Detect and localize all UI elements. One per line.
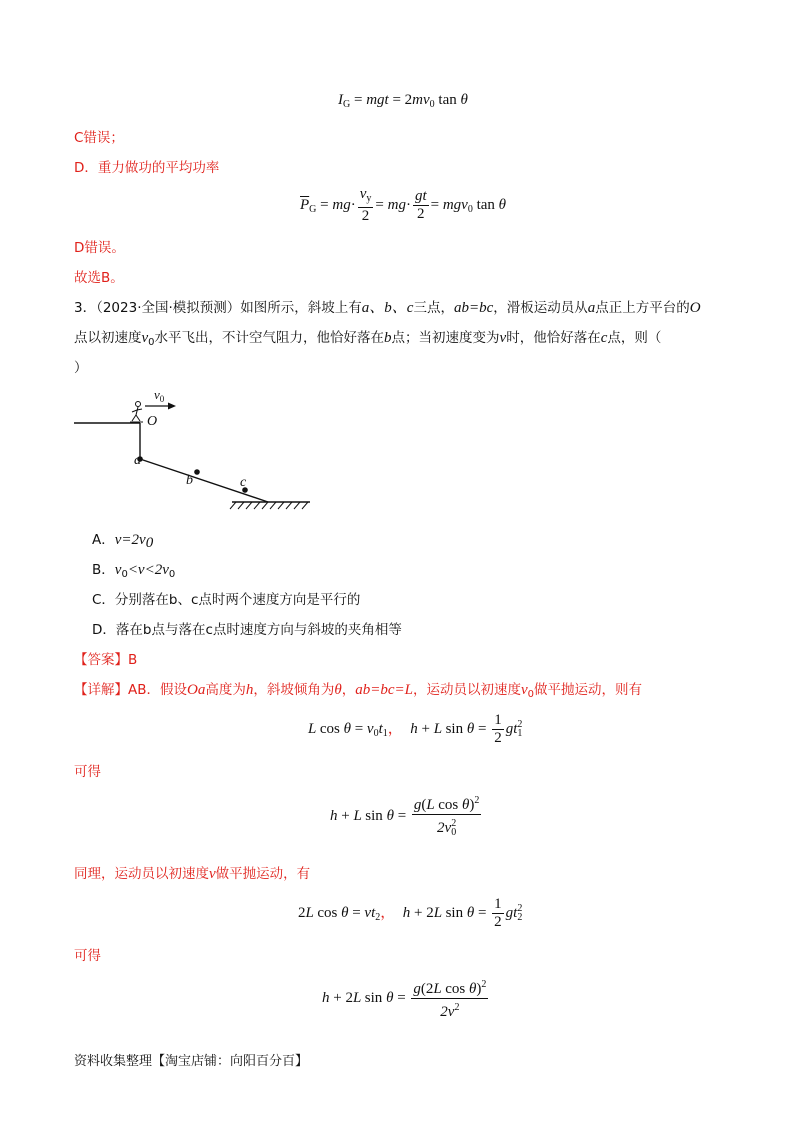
- equation-result-1: h + L sin θ = $\frac{g(L \cos \theta)^2}{2v_0^2}$: [330, 792, 483, 841]
- ground-hatching: [230, 502, 308, 509]
- equation-result-2: h + 2L sin θ = $\frac{g(2L \cos \theta)^2}{2v^2}$: [322, 976, 490, 1021]
- question-3-line-1: 3．（2023·全国·模拟预测）如图所示，斜坡上有a、b、c三点，ab=bc，滑板运动员从a点正上方平台的O: [74, 300, 701, 316]
- point-O-label: O: [147, 414, 158, 429]
- skater-icon: [130, 402, 143, 423]
- slope-line: [140, 459, 268, 502]
- slope-diagram: [70, 380, 320, 515]
- d-wrong-line: D错误。: [74, 240, 125, 256]
- v0-label: $v_0$: [154, 387, 165, 404]
- option-c: C．分别落在b、c点时两个速度方向是平行的: [92, 592, 361, 608]
- d-intro-line: D．重力做功的平均功率: [74, 160, 220, 176]
- detail-line: 【详解】AB．假设Oa高度为h，斜坡倾角为θ，ab=bc=L，运动员以初速度$v_0$做平抛运动，则有: [74, 682, 643, 700]
- option-a: A．v=2v0: [92, 532, 154, 551]
- equation-avg-power: $\overline{P}_G = mg\cdot$ $\frac{v_y}{2}$ = mg· $\frac{gt}{2}$ = mgv$_0$ tan θ: [300, 186, 507, 224]
- kede-line-2: 可得: [74, 948, 101, 964]
- equation-first-throw: L $\cos \theta = v_0t_1$， h + L sin θ = $\frac{1}{2}$ $gt_1^2$: [308, 712, 523, 746]
- choose-line: 故选B。: [74, 270, 124, 286]
- question-3-line-2: 点以初速度$v_0$水平飞出，不计空气阻力，他恰好落在b点；当初速度变为v时，他恰好落在c点，则（: [74, 330, 662, 348]
- option-d: D．落在b点与落在c点时速度方向与斜坡的夹角相等: [92, 622, 402, 638]
- equation-second-throw: 2L $\cos \theta = vt_2$， h + 2L sin θ = $\frac{1}{2}$ $gt_2^2$: [298, 896, 523, 930]
- velocity-arrowhead: [168, 403, 176, 410]
- equation-impulse: $I_G$ = mgt = $2mv_0$ tan θ: [338, 92, 468, 110]
- point-c-label: c: [240, 475, 247, 490]
- point-b-label: b: [186, 473, 193, 488]
- answer-line: 【答案】B: [74, 652, 138, 668]
- c-wrong-line: C错误；: [74, 130, 124, 146]
- option-b: B．$v_0<v<2v_0$: [92, 562, 176, 580]
- tongli-line: 同理，运动员以初速度v做平抛运动，有: [74, 866, 311, 882]
- page-footer: 资料收集整理【淘宝店铺：向阳百分百】: [74, 1054, 309, 1069]
- kede-line-1: 可得: [74, 764, 101, 780]
- point-a-label: a: [134, 453, 141, 468]
- question-3-line-3: ）: [74, 360, 88, 376]
- point-b: [194, 469, 200, 475]
